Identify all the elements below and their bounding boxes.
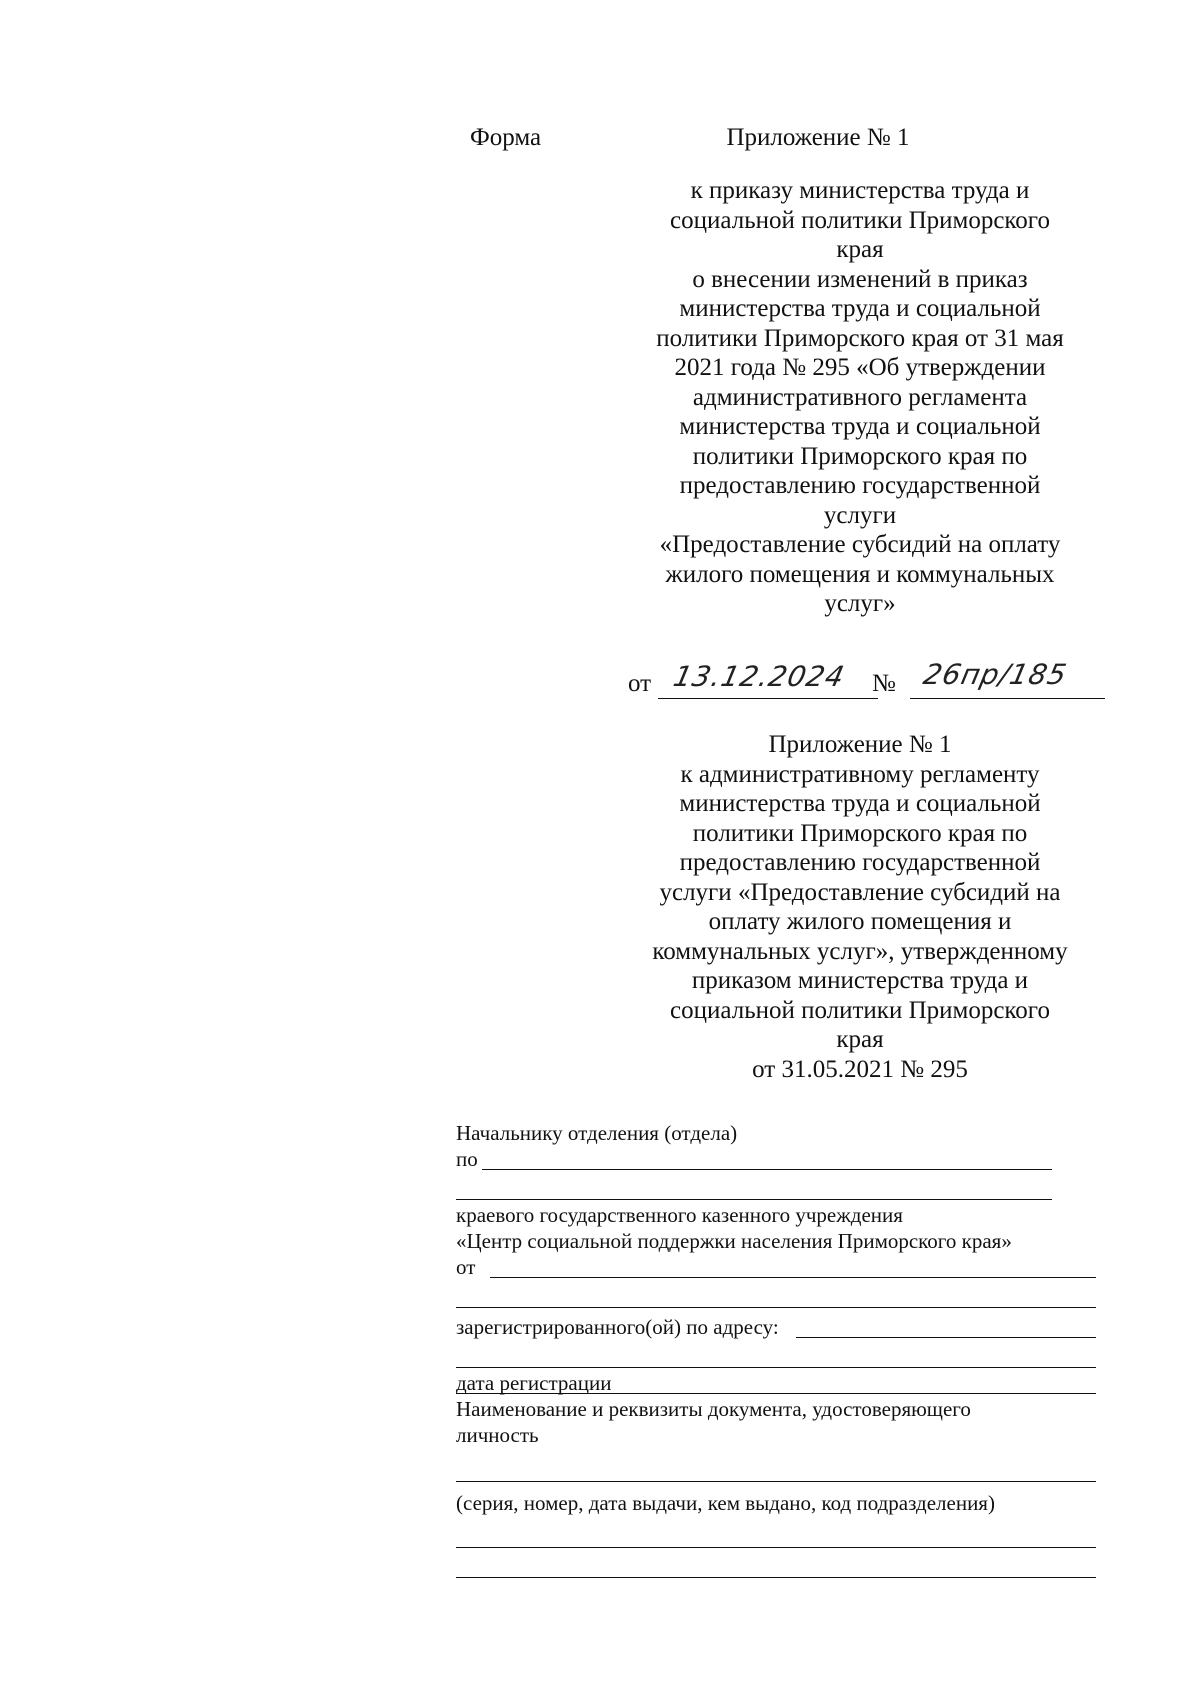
order-line: услуги	[823, 501, 897, 529]
regulation-line: коммунальных услуг», утвержденному	[652, 937, 1068, 965]
order-line: министерства труда и социальной	[679, 413, 1041, 440]
address-row	[456, 1314, 1096, 1340]
appendix-title: Приложение № 1	[726, 124, 910, 151]
document-row-3	[456, 1550, 1096, 1580]
order-line: «Предоставление субсидий на оплату	[659, 531, 1061, 558]
institution-row-2	[456, 1228, 1096, 1254]
order-date-number-line	[628, 658, 1108, 702]
order-reference-block	[625, 176, 1095, 619]
order-date-underline	[658, 698, 878, 699]
registration-date-row	[456, 1370, 1096, 1396]
document-field[interactable]	[456, 1481, 1096, 1482]
regulation-line: предоставлению государственной	[679, 849, 1041, 876]
regulation-line: социальной политики Приморского	[670, 996, 1050, 1024]
order-line: края	[836, 236, 884, 263]
institution-row-1	[456, 1202, 1096, 1228]
applicant-from-label: от	[456, 1255, 476, 1279]
document-row-2	[456, 1516, 1096, 1550]
regulation-line: к административному регламенту	[680, 760, 1040, 788]
order-number-label: №	[872, 670, 896, 697]
document-field-3[interactable]	[456, 1577, 1096, 1578]
order-number-underline	[910, 698, 1105, 699]
applicant-row-2	[456, 1280, 1096, 1310]
regulation-line: министерства труда и социальной	[679, 790, 1041, 817]
address-field[interactable]	[796, 1337, 1096, 1338]
document-label-2: личность	[456, 1423, 539, 1447]
department-row-2	[456, 1172, 1096, 1202]
head-label: Начальнику отделения (отдела)	[456, 1121, 738, 1145]
order-line: административного регламента	[692, 383, 1028, 411]
registration-date-field[interactable]	[456, 1393, 1096, 1394]
order-line: министерства труда и социальной	[679, 295, 1041, 322]
order-line: 2021 года № 295 «Об утверждении	[674, 354, 1046, 381]
order-line: предоставлению государственной	[679, 472, 1041, 499]
head-line	[456, 1120, 1096, 1146]
regulation-line: политики Приморского края по	[692, 819, 1028, 847]
form-label: Форма	[470, 124, 542, 151]
order-line: о внесении изменений в приказ	[692, 265, 1028, 293]
regulation-line: края	[836, 1026, 884, 1053]
regulation-reference-block	[625, 730, 1095, 1084]
order-from-label: от	[628, 670, 652, 697]
applicant-name-field-2[interactable]	[456, 1307, 1096, 1308]
address-field-2[interactable]	[456, 1367, 1096, 1368]
document-label-row-1	[456, 1396, 1096, 1422]
registration-date-label: дата регистрации	[456, 1371, 612, 1395]
department-field[interactable]	[482, 1169, 1052, 1170]
department-row	[456, 1146, 1096, 1172]
regulation-line: Приложение № 1	[768, 731, 952, 758]
handwritten-number: 26пр/185	[920, 658, 1071, 691]
document-field-2[interactable]	[456, 1547, 1096, 1548]
registered-label: зарегистрированного(ой) по адресу:	[456, 1315, 779, 1339]
document-label-1: Наименование и реквизиты документа, удостоверяющего	[456, 1397, 971, 1421]
institution-line-1: краевого государственного казенного учреждения	[456, 1203, 903, 1227]
order-line: жилого помещения и коммунальных	[665, 560, 1055, 588]
po-label: по	[456, 1147, 478, 1171]
address-row-2	[456, 1340, 1096, 1370]
regulation-line: услуги «Предоставление субсидий на	[659, 878, 1061, 906]
addressee-block	[456, 1120, 1096, 1580]
document-hint-row	[456, 1490, 1096, 1516]
applicant-row	[456, 1254, 1096, 1280]
document-hint: (серия, номер, дата выдачи, кем выдано, код подразделения)	[456, 1491, 995, 1515]
regulation-line: оплату жилого помещения и	[708, 908, 1012, 935]
department-field-2[interactable]	[456, 1199, 1052, 1200]
regulation-line: от 31.05.2021 № 295	[752, 1055, 968, 1083]
applicant-name-field[interactable]	[490, 1277, 1096, 1278]
institution-line-2: «Центр социальной поддержки населения Приморского края»	[456, 1229, 1012, 1253]
handwritten-date: 13.12.2024	[670, 660, 848, 693]
order-line: к приказу министерства труда и	[690, 177, 1030, 204]
order-line: политики Приморского края по	[692, 442, 1028, 470]
order-line: услуг»	[824, 590, 896, 617]
regulation-line: приказом министерства труда и	[691, 967, 1029, 994]
order-line: социальной политики Приморского	[670, 206, 1050, 234]
order-line: политики Приморского края от 31 мая	[656, 324, 1064, 352]
document-label-row-2	[456, 1422, 1096, 1448]
document-row	[456, 1448, 1096, 1484]
